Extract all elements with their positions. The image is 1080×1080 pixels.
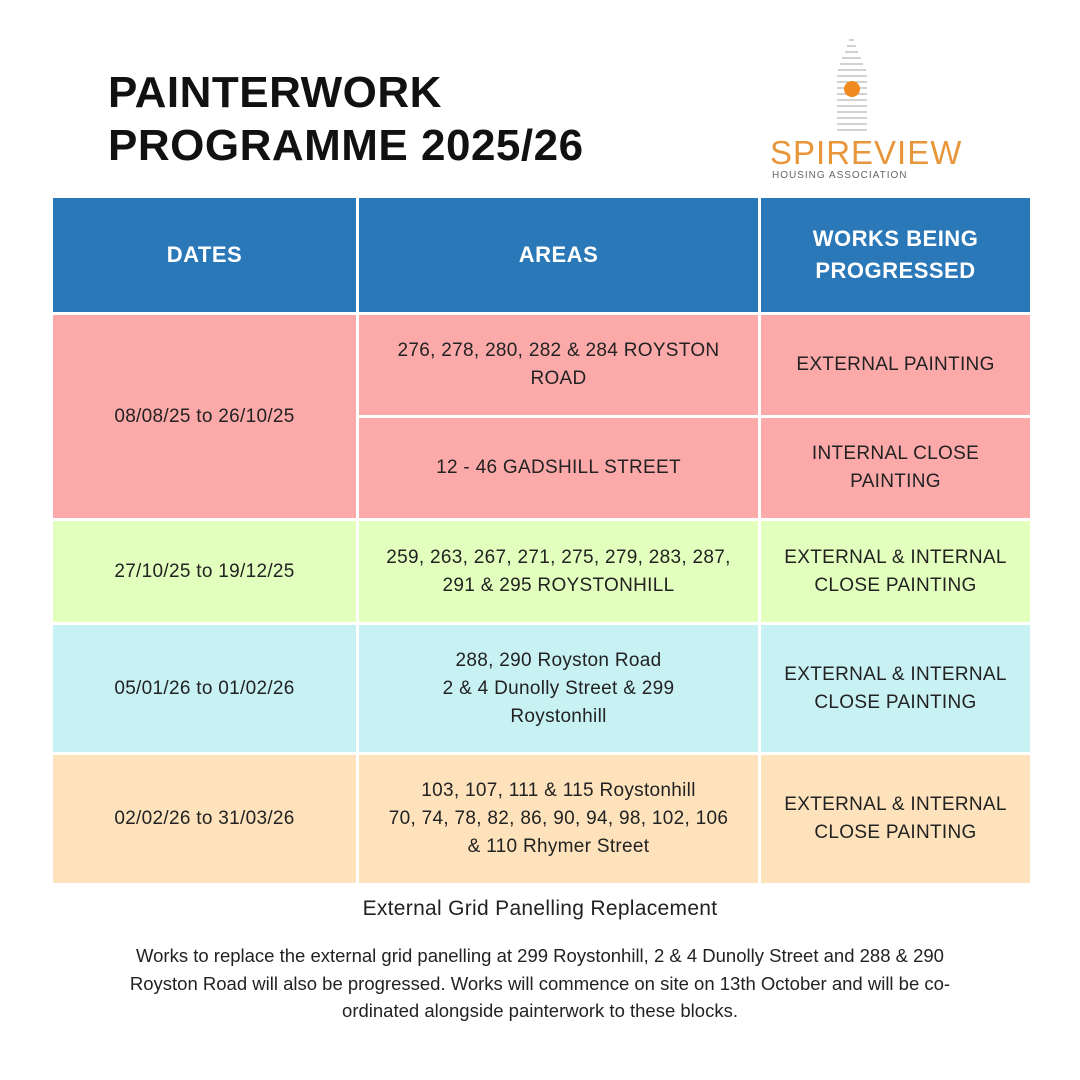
area-cell: 12 - 46 GADSHILL STREET bbox=[358, 417, 760, 520]
works-cell: INTERNAL CLOSE PAINTING bbox=[760, 417, 1032, 520]
title-line-2: PROGRAMME 2025/26 bbox=[108, 121, 584, 170]
header-works: WORKS BEING PROGRESSED bbox=[760, 197, 1032, 314]
programme-table bbox=[50, 195, 1033, 886]
works-cell: EXTERNAL PAINTING bbox=[760, 314, 1032, 417]
area-cell: 288, 290 Royston Road 2 & 4 Dunolly Street & 299 Roystonhill bbox=[358, 624, 760, 754]
header-dates: DATES bbox=[52, 197, 358, 314]
table-header-row bbox=[52, 197, 1032, 314]
works-cell: EXTERNAL & INTERNAL CLOSE PAINTING bbox=[760, 754, 1032, 885]
table-row bbox=[52, 520, 1032, 624]
page-title bbox=[108, 66, 584, 172]
dates-cell: 27/10/25 to 19/12/25 bbox=[52, 520, 358, 624]
works-cell: EXTERNAL & INTERNAL CLOSE PAINTING bbox=[760, 520, 1032, 624]
note-body: Works to replace the external grid panelling at 299 Roystonhill, 2 & 4 Dunolly Street and 288 & 290 Royston Road will also be progressed. Works will commence on site on 13th October and will be co-ordinated alongside painterwork to these blocks. bbox=[129, 945, 951, 1021]
spireview-logo bbox=[770, 30, 980, 185]
header-areas: AREAS bbox=[358, 197, 760, 314]
area-cell: 259, 263, 267, 271, 275, 279, 283, 287, 291 & 295 ROYSTONHILL bbox=[358, 520, 760, 624]
table-row bbox=[52, 754, 1032, 885]
title-line-1: PAINTERWORK bbox=[108, 68, 442, 117]
logo-wordmark: SPIREVIEW bbox=[770, 134, 963, 171]
table-row bbox=[52, 314, 1032, 417]
logo-subtitle: HOUSING ASSOCIATION bbox=[772, 170, 908, 181]
works-cell: EXTERNAL & INTERNAL CLOSE PAINTING bbox=[760, 624, 1032, 754]
area-cell: 103, 107, 111 & 115 Roystonhill 70, 74, 78, 82, 86, 90, 94, 98, 102, 106 & 110 Rhymer Street bbox=[358, 754, 760, 885]
dates-cell: 02/02/26 to 31/03/26 bbox=[52, 754, 358, 885]
spire-tower-icon bbox=[770, 30, 980, 135]
note-heading: External Grid Panelling Replacement bbox=[362, 897, 718, 920]
dates-cell: 08/08/25 to 26/10/25 bbox=[52, 314, 358, 520]
table-row bbox=[52, 624, 1032, 754]
area-cell: 276, 278, 280, 282 & 284 ROYSTON ROAD bbox=[358, 314, 760, 417]
dates-cell: 05/01/26 to 01/02/26 bbox=[52, 624, 358, 754]
